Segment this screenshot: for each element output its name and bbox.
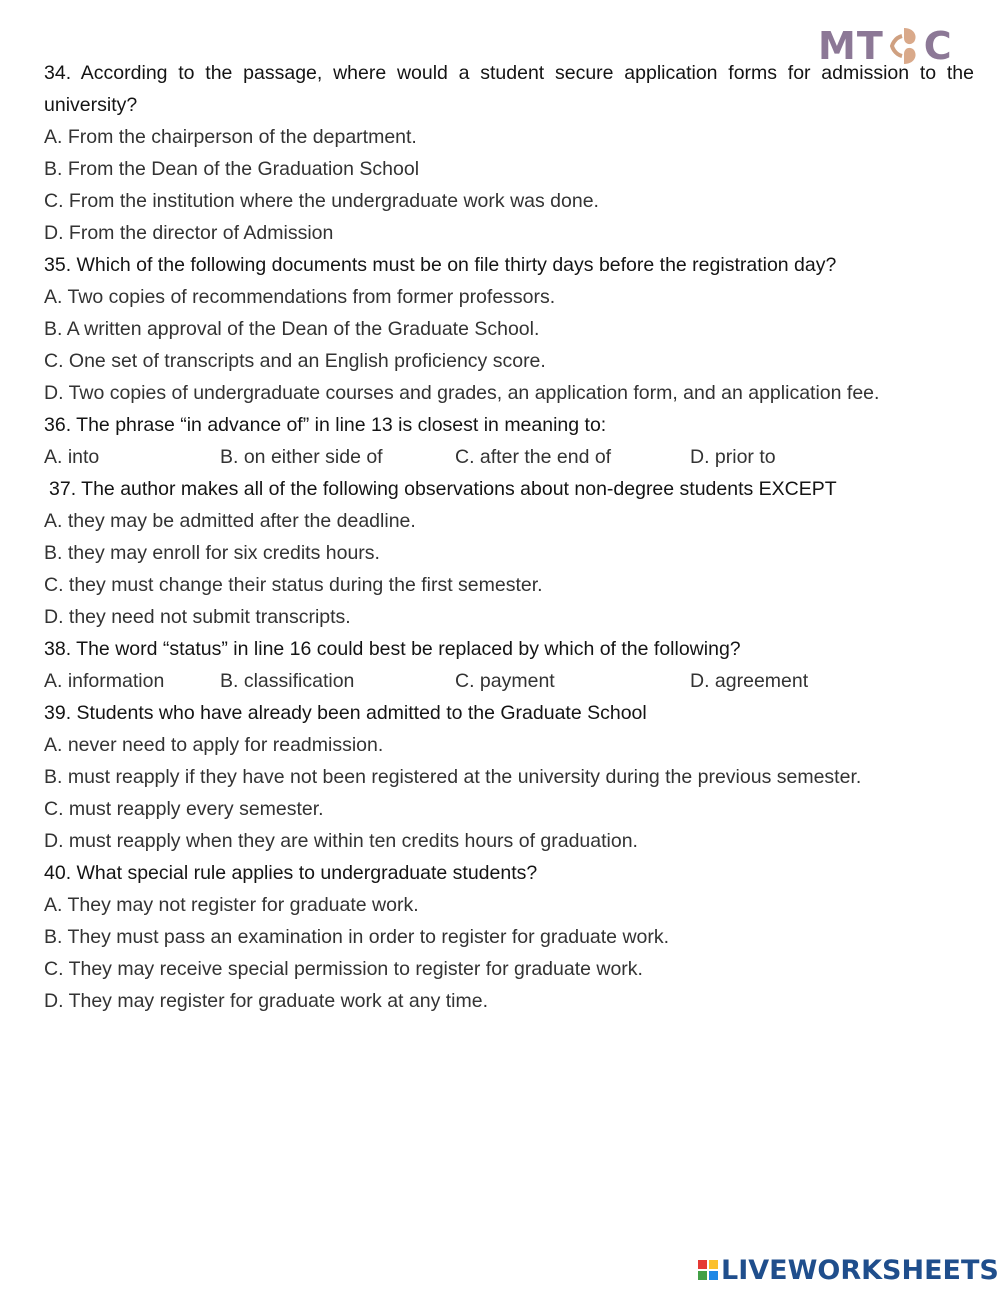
- option-38-c[interactable]: C. payment: [455, 670, 555, 692]
- option-38-a[interactable]: A. information: [44, 670, 165, 692]
- question-39: 39. Students who have already been admitted to the Graduate School: [44, 702, 647, 724]
- option-35-b[interactable]: B. A written approval of the Dean of the Graduate School.: [44, 318, 540, 340]
- option-34-c[interactable]: C. From the institution where the undergraduate work was done.: [44, 190, 599, 212]
- liveworksheets-logo-icon: [698, 1260, 718, 1280]
- liveworksheets-watermark: [698, 1252, 999, 1288]
- question-35: 35. Which of the following documents must be on file thirty days before the registration day?: [44, 254, 837, 276]
- option-37-a[interactable]: A. they may be admitted after the deadline.: [44, 510, 416, 532]
- option-38-d[interactable]: D. agreement: [690, 670, 809, 692]
- liveworksheets-brand: LIVEWORKSHEETS: [721, 1254, 999, 1286]
- option-34-d[interactable]: D. From the director of Admission: [44, 222, 334, 244]
- question-38: 38. The word “status” in line 16 could best be replaced by which of the following?: [44, 638, 741, 660]
- option-36-d[interactable]: D. prior to: [690, 446, 776, 468]
- option-40-a[interactable]: A. They may not register for graduate work.: [44, 894, 419, 916]
- option-37-b[interactable]: B. they may enroll for six credits hours.: [44, 542, 380, 564]
- question-34: 34. According to the passage, where would a student secure application forms for admission to the university?: [44, 62, 974, 116]
- option-39-a[interactable]: A. never need to apply for readmission.: [44, 734, 384, 756]
- question-36: 36. The phrase “in advance of” in line 13 is closest in meaning to:: [44, 414, 607, 436]
- option-40-c[interactable]: C. They may receive special permission to register for graduate work.: [44, 958, 643, 980]
- logo-block-blue: [709, 1271, 718, 1280]
- logo-text-right: C: [923, 24, 953, 68]
- question-list: [44, 57, 974, 1017]
- logo-block-red: [698, 1260, 707, 1269]
- option-35-a[interactable]: A. Two copies of recommendations from former professors.: [44, 286, 556, 308]
- option-39-b[interactable]: B. must reapply if they have not been registered at the university during the previous semester.: [44, 766, 862, 788]
- option-39-d[interactable]: D. must reapply when they are within ten credits hours of graduation.: [44, 830, 638, 852]
- option-35-d[interactable]: D. Two copies of undergraduate courses and grades, an application form, and an application fee.: [44, 382, 880, 404]
- option-35-c[interactable]: C. One set of transcripts and an English proficiency score.: [44, 350, 546, 372]
- options-row-36: [44, 441, 974, 473]
- option-38-b[interactable]: B. classification: [220, 670, 355, 692]
- question-40: 40. What special rule applies to undergraduate students?: [44, 862, 538, 884]
- logo-block-yellow: [709, 1260, 718, 1269]
- option-37-c[interactable]: C. they must change their status during the first semester.: [44, 574, 543, 596]
- option-40-d[interactable]: D. They may register for graduate work at any time.: [44, 990, 488, 1012]
- options-row-38: [44, 665, 974, 697]
- option-36-b[interactable]: B. on either side of: [220, 446, 383, 468]
- option-36-c[interactable]: C. after the end of: [455, 446, 612, 468]
- question-37: 37. The author makes all of the following observations about non-degree students EXCEPT: [49, 478, 837, 500]
- option-40-b[interactable]: B. They must pass an examination in order to register for graduate work.: [44, 926, 670, 948]
- option-34-b[interactable]: B. From the Dean of the Graduation School: [44, 158, 420, 180]
- logo-block-green: [698, 1271, 707, 1280]
- option-36-a[interactable]: A. into: [44, 446, 100, 468]
- logo-text-left: MT: [818, 24, 884, 68]
- option-39-c[interactable]: C. must reapply every semester.: [44, 798, 324, 820]
- option-34-a[interactable]: A. From the chairperson of the department.: [44, 126, 417, 148]
- option-37-d[interactable]: D. they need not submit transcripts.: [44, 606, 351, 628]
